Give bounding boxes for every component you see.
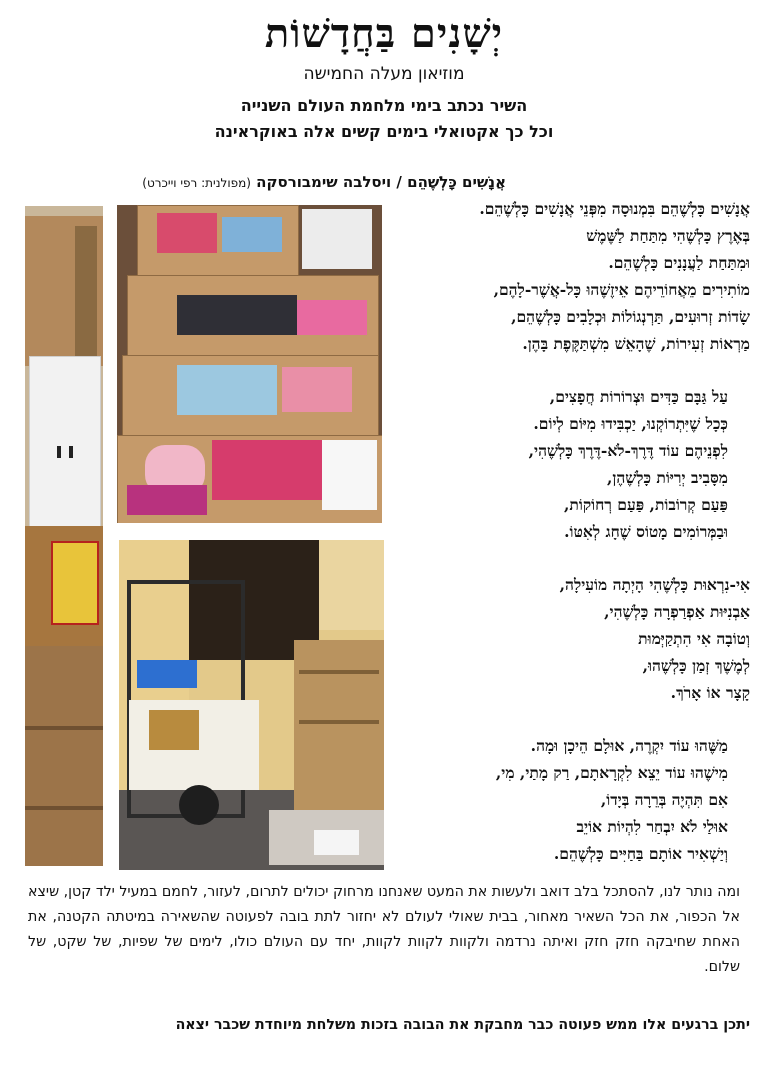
photo-donation-boxes: [117, 205, 382, 523]
intro-line-2: וכל כך אקטואלי בימים קשים אלה באוקראינה: [214, 122, 554, 141]
poem-line: עַל גַּבָּם כַּדִּים וּצְרוֹרוֹת חֲפָצִים,: [549, 387, 728, 406]
poem-line: פַּעַם קְרוֹבוֹת, פַּעַם רְחוֹקוֹת,: [564, 495, 728, 514]
museum-subtitle: מוזיאון מעלה החמישה: [303, 64, 465, 84]
photo-warehouse-forklift: [119, 540, 384, 870]
poem-line: אוּלַי לֹא יִבְחַר לִהְיוֹת אוֹיֵב: [576, 817, 728, 836]
poem-line: מַרְאוֹת זְעִירוֹת, שֶׁהָאֵשׁ מִשְׁתַּקֶּפֶת בָּהֶן.: [522, 334, 750, 353]
poem-line: אֲנָשִׁים כָּלְשֶׁהֵם בִּמְנוּסָה מִפְּנֵי אֲנָשִׁים כָּלְשֶׁהֵם.: [479, 199, 750, 218]
closing-paragraph: ומה נותר לנו, להסתכל בלב דואב ולעשות את המעט שאנחנו מרחוק יכולים לתרום, לעזור, לחמם במעיל ילד קטן, שיצא אל הכפור, את הכל השאיר מאחור, בבית שאולי לעולם לא יחזור לתת בובה לפעוטה שהשאירה במיטתה הקטנה, את האחת שחיבקה חזק חזק ואיתה נרדמה ולקוות לקוות לקוות, יחד עם העולם כולו, לימים של שפיות, של שקט, של שלום.: [28, 884, 740, 975]
poem-line: קָצָר אוֹ אָרֹךְ.: [670, 683, 750, 702]
poem-line: לִפְנֵיהֶם עוֹד דֶּרֶךְ-לֹא-דֶּרֶךְ כָּלְשֶׁהִי,: [528, 441, 728, 460]
poem-line: וּבַמְּרוֹמִים מָטוֹס שֶׁחָג לְאִטּוֹ.: [564, 522, 728, 541]
poem-line: אַבְנִיּוּת אַפְרַפְרָה כָּלְשֶׁהִי,: [604, 602, 750, 621]
final-line: יתכן ברגעים אלו ממש פעוטה כבר מחבקת את הבובה בזכות משלחת מיוחדת שכבר יצאה: [175, 1017, 750, 1033]
poem-line: שָׂדוֹת זְרוּעִים, תַּרְנְגוֹלוֹת וּכְלָבִים כָּלְשֶׁהֵם,: [511, 307, 750, 326]
poem-title: אֲנָשִׁים כָּלְשֶׁהֵם: [407, 173, 506, 191]
poem-line: מַשֶּׁהוּ עוֹד יִקְרֶה, אוּלָם הֵיכָן וּמָה.: [530, 736, 728, 755]
page-title: יְשָׁנִים בַּחֲדָשׁוֹת: [264, 10, 504, 57]
poem-line: אִי-נִרְאוּת כָּלְשֶׁהִי הָיְתָה מוֹעִילָה,: [559, 575, 750, 594]
photo-stacked-boxes: [25, 206, 103, 866]
poem-line: מוֹתִירִים מֵאֲחוֹרֵיהֶם אֵיזֶשֶׁהוּ כָּל-אֲשֶׁר-לָהֶם,: [493, 280, 750, 299]
poem-line: וְטוֹבָה אִי הִתְקַיְּמוּת: [638, 629, 750, 648]
poem-line: אִם תִּהְיֶה בְּרֵרָה בְּיָדוֹ,: [600, 790, 728, 809]
poem-line: כְּכָל שֶׁיִּתְרוֹקְנוּ, יַכְבִּידוּ מִיּוֹם לְיוֹם.: [533, 414, 728, 433]
poem-line: לְמֶשֶׁךְ זְמַן כָּלְשֶׁהוּ,: [642, 656, 750, 675]
poem-translator: (מפולנית: רפי וייכרט): [142, 176, 251, 190]
intro-line-1: השיר נכתב בימי מלחמת העולם השנייה: [240, 96, 528, 115]
poem-line: בְּאֶרֶץ כָּלְשֶׁהִי מִתַּחַת לַשֶּׁמֶשׁ: [586, 226, 750, 245]
poem-header: [0, 171, 506, 194]
poem-line: וְיַשְׁאִיר אוֹתָם בַּחַיִּים כָּלְשֶׁהֵם.: [553, 844, 728, 863]
poem-line: וּמִתַּחַת לַעֲנָנִים כָּלְשֶׁהֵם.: [608, 253, 750, 272]
poem-author: / ויסלבה שימבורסקה: [250, 173, 408, 191]
poem-line: מִישֶׁהוּ עוֹד יֵצֵא לִקְרָאתָם, רַק מָתַי, מִי,: [495, 763, 728, 782]
poem-line: מִסָּבִיב יְרִיּוֹת כָּלְשֶׁהֶן,: [606, 468, 728, 487]
